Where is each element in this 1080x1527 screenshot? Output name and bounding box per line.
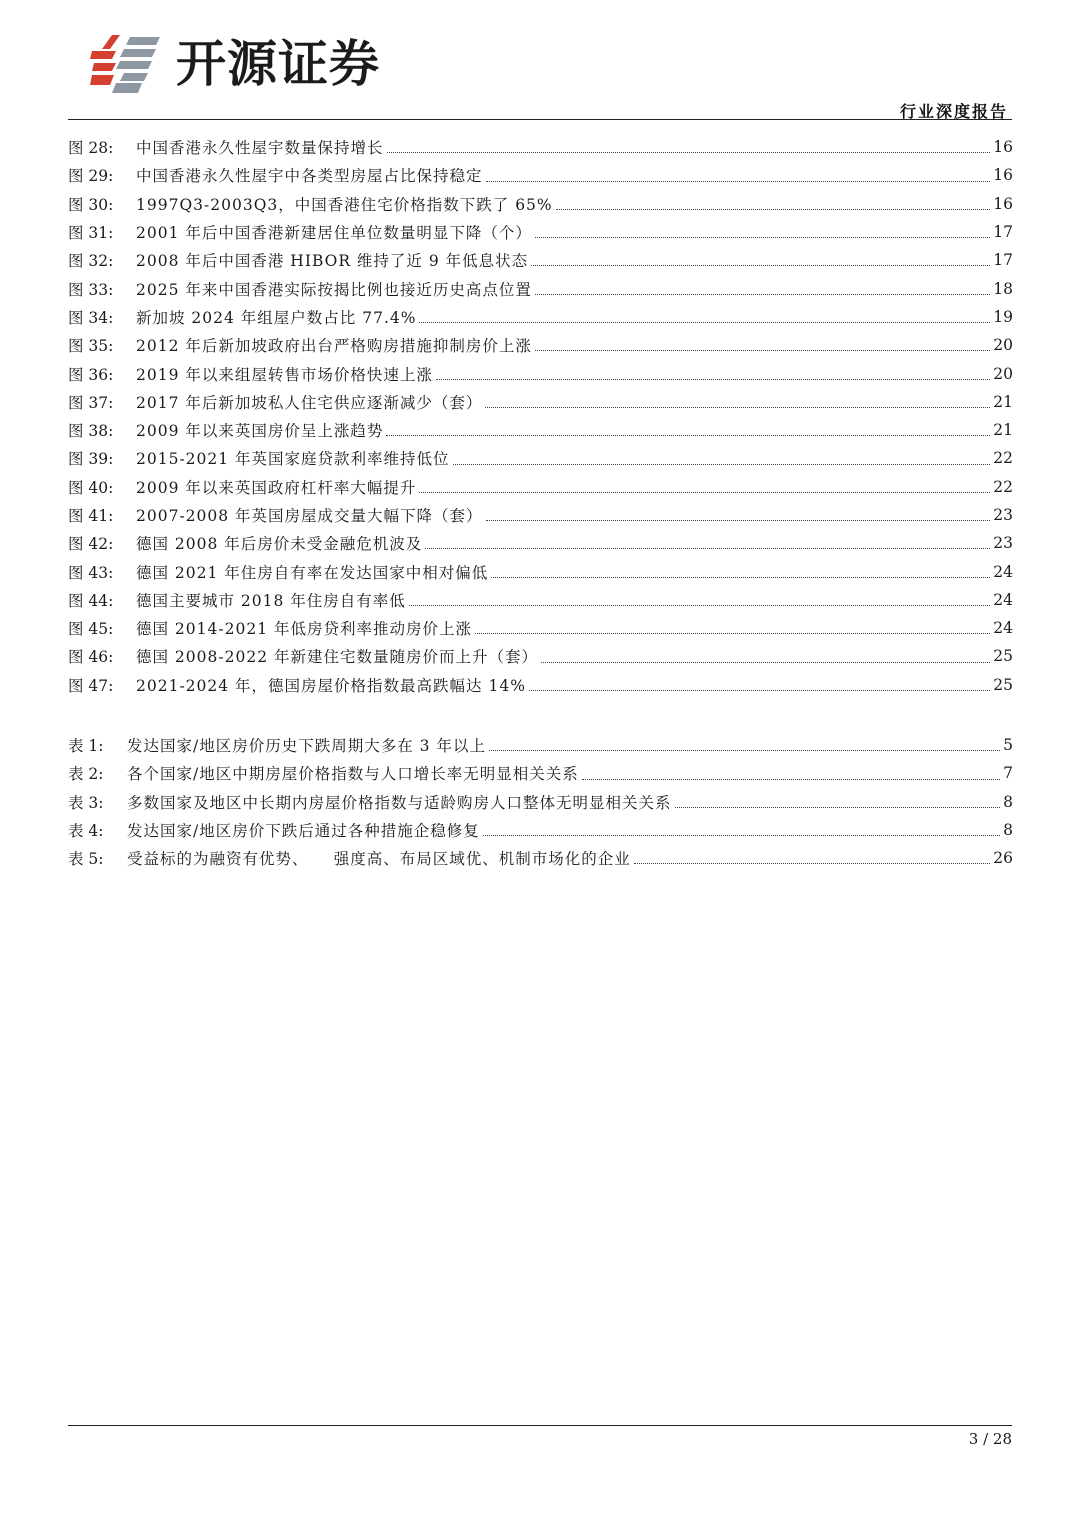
figure-label: 图 39:	[68, 450, 114, 469]
figure-label: 图 38:	[68, 422, 114, 441]
table-label: 表 5:	[68, 850, 104, 869]
figure-page: 23	[993, 534, 1013, 553]
header-divider	[68, 119, 1012, 120]
figure-title: 2009 年以来英国房价呈上涨趋势	[136, 422, 384, 441]
figure-title: 2007-2008 年英国房屋成交量大幅下降（套）	[136, 507, 483, 525]
figure-page: 16	[993, 166, 1013, 185]
figure-label: 图 40:	[68, 478, 114, 497]
table-title: 发达国家/地区房价历史下跌周期大多在 3 年以上	[127, 737, 486, 756]
figure-entry[interactable]	[68, 133, 1013, 161]
figure-page: 18	[993, 279, 1013, 298]
figure-entry[interactable]	[68, 642, 1013, 670]
figure-title: 2025 年来中国香港实际按揭比例也接近历史高点位置	[136, 280, 532, 299]
figure-label: 图 34:	[68, 308, 114, 327]
figure-page: 20	[993, 364, 1013, 383]
dot-leader	[475, 632, 990, 634]
table-page: 26	[993, 849, 1013, 868]
figure-page: 17	[993, 223, 1013, 242]
table-label: 表 3:	[68, 793, 104, 812]
figure-page: 25	[993, 647, 1013, 666]
figure-label: 图 43:	[68, 563, 114, 582]
figure-title: 德国 2008 年后房价未受金融危机波及	[136, 535, 423, 554]
figure-title: 2017 年后新加坡私人住宅供应逐渐减少（套）	[136, 393, 483, 412]
dot-leader	[582, 778, 1000, 780]
figure-label: 图 41:	[68, 507, 114, 525]
dot-leader	[453, 463, 991, 465]
figure-label: 图 33:	[68, 280, 114, 299]
figure-title: 1997Q3-2003Q3，中国香港住宅价格指数下跌了 65%	[136, 195, 553, 214]
dot-leader	[386, 434, 990, 436]
figure-page: 24	[993, 562, 1013, 581]
figure-page: 25	[993, 675, 1013, 694]
company-logo-icon	[90, 33, 162, 95]
figure-title: 德国 2008-2022 年新建住宅数量随房价而上升（套）	[136, 648, 538, 667]
figure-title: 德国 2014-2021 年低房贷利率推动房价上涨	[136, 620, 472, 639]
figure-entry[interactable]	[68, 190, 1013, 218]
figure-entry[interactable]	[68, 671, 1013, 699]
figure-entry[interactable]	[68, 529, 1013, 557]
dot-leader	[634, 862, 991, 864]
figure-entry[interactable]	[68, 473, 1013, 501]
figure-entry[interactable]	[68, 388, 1013, 416]
figure-label: 图 45:	[68, 620, 114, 639]
dot-leader	[535, 236, 990, 238]
dot-leader	[387, 151, 991, 153]
figure-title: 2008 年后中国香港 HIBOR 维持了近 9 年低息状态	[136, 252, 529, 271]
figure-page: 21	[993, 392, 1013, 411]
figure-label: 图 44:	[68, 591, 114, 610]
dot-leader	[486, 519, 991, 521]
dot-leader	[491, 576, 990, 578]
figure-page: 24	[993, 619, 1013, 638]
dot-leader	[541, 661, 990, 663]
table-label: 表 2:	[68, 765, 104, 784]
figure-label: 图 42:	[68, 535, 114, 554]
figure-entry[interactable]	[68, 303, 1013, 331]
table-page: 8	[1003, 792, 1013, 811]
figure-title: 2001 年后中国香港新建居住单位数量明显下降（个）	[136, 224, 532, 243]
figure-entry[interactable]	[68, 444, 1013, 472]
figure-list	[68, 133, 1013, 699]
table-title: 多数国家及地区中长期内房屋价格指数与适龄购房人口整体无明显相关关系	[127, 793, 672, 812]
figure-entry[interactable]	[68, 501, 1013, 529]
figure-label: 图 31:	[68, 224, 114, 243]
figure-label: 图 28:	[68, 139, 114, 158]
figure-label: 图 29:	[68, 167, 114, 186]
figure-entry[interactable]	[68, 246, 1013, 274]
figure-entry[interactable]	[68, 331, 1013, 359]
dot-leader	[535, 349, 990, 351]
report-type-label: 行业深度报告	[899, 102, 1008, 121]
figure-entry[interactable]	[68, 557, 1013, 585]
table-list	[68, 731, 1013, 872]
figure-title: 中国香港永久性屋宇数量保持增长	[136, 139, 384, 158]
company-name: 开源证券	[176, 35, 380, 93]
figure-entry[interactable]	[68, 359, 1013, 387]
figure-page: 24	[993, 590, 1013, 609]
table-page: 7	[1003, 764, 1013, 783]
figure-page: 16	[993, 138, 1013, 157]
dot-leader	[529, 689, 990, 691]
table-label: 表 4:	[68, 822, 104, 841]
figure-title: 2009 年以来英国政府杠杆率大幅提升	[136, 478, 417, 497]
dot-leader	[419, 491, 990, 493]
table-entry[interactable]	[68, 844, 1013, 872]
figure-title: 德国主要城市 2018 年住房自有率低	[136, 591, 406, 610]
table-title: 各个国家/地区中期房屋价格指数与人口增长率无明显相关关系	[127, 765, 579, 784]
table-label: 表 1:	[68, 737, 104, 756]
table-page: 5	[1003, 736, 1013, 755]
company-logo	[90, 33, 380, 95]
dot-leader	[531, 264, 990, 266]
table-page: 8	[1003, 821, 1013, 840]
dot-leader	[436, 378, 990, 380]
figure-title: 中国香港永久性屋宇中各类型房屋占比保持稳定	[136, 167, 483, 186]
table-entry[interactable]	[68, 788, 1013, 816]
figure-entry[interactable]	[68, 614, 1013, 642]
dot-leader	[425, 547, 990, 549]
figure-label: 图 47:	[68, 676, 114, 695]
table-title: 发达国家/地区房价下跌后通过各种措施企稳修复	[127, 822, 480, 841]
figure-page: 20	[993, 336, 1013, 355]
figure-title: 新加坡 2024 年组屋户数占比 77.4%	[136, 308, 417, 327]
table-title: 受益标的为融资有优势、 强度高、布局区域优、机制市场化的企业	[127, 850, 631, 869]
dot-leader	[675, 806, 1001, 808]
figure-label: 图 37:	[68, 393, 114, 412]
figure-entry[interactable]	[68, 416, 1013, 444]
dot-leader	[489, 749, 1000, 751]
figure-label: 图 32:	[68, 252, 114, 271]
figure-page: 16	[993, 194, 1013, 213]
dot-leader	[535, 293, 990, 295]
table-entry[interactable]	[68, 731, 1013, 759]
dot-leader	[485, 406, 990, 408]
figure-page: 19	[993, 307, 1013, 326]
figure-title: 2021-2024 年，德国房屋价格指数最高跌幅达 14%	[136, 676, 526, 695]
dot-leader	[419, 321, 990, 323]
figure-page: 17	[993, 251, 1013, 270]
table-entry[interactable]	[68, 759, 1013, 787]
dot-leader	[483, 834, 1000, 836]
figure-title: 2012 年后新加坡政府出台严格购房措施抑制房价上涨	[136, 337, 532, 356]
table-entry[interactable]	[68, 816, 1013, 844]
dot-leader	[556, 208, 991, 210]
figure-entry[interactable]	[68, 274, 1013, 302]
dot-leader	[486, 180, 991, 182]
figure-label: 图 36:	[68, 365, 114, 384]
figure-label: 图 46:	[68, 648, 114, 667]
page-number: 3 / 28	[968, 1430, 1012, 1448]
figure-label: 图 35:	[68, 337, 114, 356]
figure-entry[interactable]	[68, 218, 1013, 246]
figure-page: 23	[993, 506, 1013, 524]
figure-entry[interactable]	[68, 161, 1013, 189]
figure-page: 22	[993, 477, 1013, 496]
figure-page: 22	[993, 449, 1013, 468]
figure-page: 21	[993, 421, 1013, 440]
figure-title: 2019 年以来组屋转售市场价格快速上涨	[136, 365, 433, 384]
figure-title: 2015-2021 年英国家庭贷款利率维持低位	[136, 450, 450, 469]
figure-label: 图 30:	[68, 195, 114, 214]
figure-entry[interactable]	[68, 586, 1013, 614]
figure-title: 德国 2021 年住房自有率在发达国家中相对偏低	[136, 563, 489, 582]
dot-leader	[409, 604, 990, 606]
footer-divider	[68, 1425, 1012, 1426]
